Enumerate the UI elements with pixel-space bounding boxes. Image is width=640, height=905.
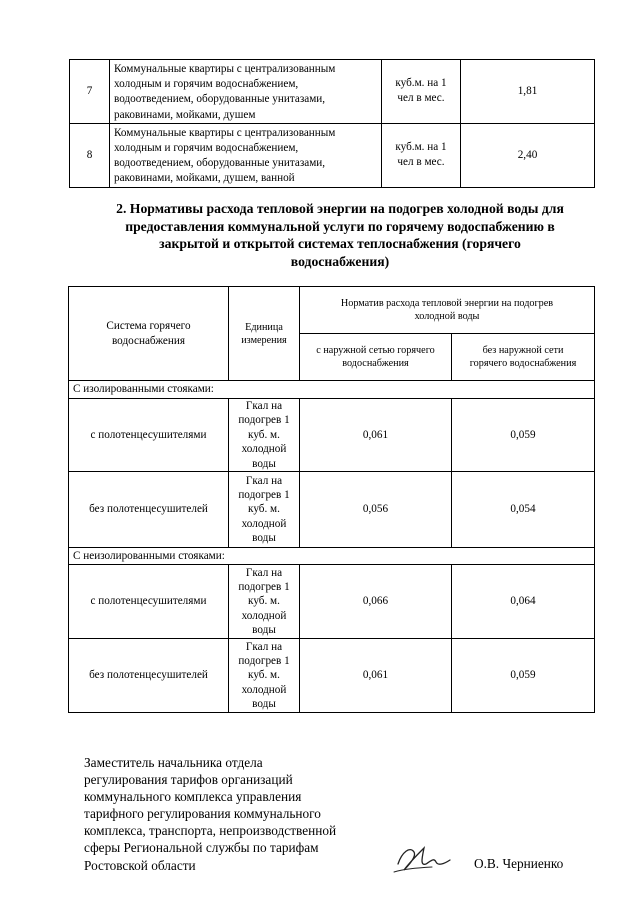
row-unit: куб.м. на 1 чел в мес. bbox=[382, 123, 461, 187]
tariff-table-continued bbox=[69, 59, 595, 188]
row-description: Коммунальные квартиры с централизованным холодным и горячим водоснабжением, водоотведением, оборудованные унитазами, раковинами, мойками, душем bbox=[110, 60, 382, 124]
heat-energy-norms-table bbox=[68, 286, 595, 713]
table-row bbox=[69, 399, 595, 472]
group-row bbox=[69, 548, 595, 565]
value-with-net: 0,056 bbox=[300, 472, 452, 548]
section-heading: 2. Нормативы расхода тепловой энергии на подогрев холодной воды для предоставления коммунальной услуги по горячему водоспабжению в закрытой и открытой системах теплоснабжения (горячего водоснабжения) bbox=[116, 201, 564, 269]
table-row bbox=[69, 565, 595, 639]
header-unit: Единица измерения bbox=[229, 287, 300, 381]
row-unit: Гкал на подогрев 1 куб. м. холодной воды bbox=[229, 399, 300, 472]
signatory-name: О.В. Черниенко bbox=[474, 856, 564, 871]
row-number: 7 bbox=[70, 60, 110, 124]
value-without-net: 0,059 bbox=[452, 639, 595, 713]
table-row bbox=[69, 472, 595, 548]
signatory-position: Заместитель начальника отдела регулирования тарифов организаций коммунального комплекса управления тарифного регулирования коммунального комплекса, транспорта, непроизводственной сферы Региональной службы по тарифам Ростовской области bbox=[84, 755, 337, 873]
value-without-net: 0,064 bbox=[452, 565, 595, 639]
handwritten-signature bbox=[392, 838, 452, 876]
row-unit: Гкал на подогрев 1 куб. м. холодной воды bbox=[229, 639, 300, 713]
row-value: 1,81 bbox=[461, 60, 595, 124]
group-title: С неизолированными стояками: bbox=[69, 548, 595, 565]
row-description: Коммунальные квартиры с централизованным холодным и горячим водоснабжением, водоотведением, оборудованные унитазами, раковинами, мойками, душем, ванной bbox=[110, 123, 382, 187]
header-without-net: без наружной сети горячего водоснабжения bbox=[452, 334, 595, 381]
row-label: с полотенцесушителями bbox=[69, 399, 229, 472]
header-norm: Норматив расхода тепловой энергии на подогрев холодной воды bbox=[300, 287, 595, 334]
value-with-net: 0,061 bbox=[300, 399, 452, 472]
table-header-row bbox=[69, 287, 595, 334]
row-label: без полотенцесушителей bbox=[69, 472, 229, 548]
table-row bbox=[70, 123, 595, 187]
value-with-net: 0,066 bbox=[300, 565, 452, 639]
row-number: 8 bbox=[70, 123, 110, 187]
row-value: 2,40 bbox=[461, 123, 595, 187]
row-label: с полотенцесушителями bbox=[69, 565, 229, 639]
table-row bbox=[69, 639, 595, 713]
row-unit: Гкал на подогрев 1 куб. м. холодной воды bbox=[229, 472, 300, 548]
value-with-net: 0,061 bbox=[300, 639, 452, 713]
row-unit: куб.м. на 1 чел в мес. bbox=[382, 60, 461, 124]
row-unit: Гкал на подогрев 1 куб. м. холодной воды bbox=[229, 565, 300, 639]
table-row bbox=[70, 60, 595, 124]
group-title: С изолированными стояками: bbox=[69, 381, 595, 399]
group-row bbox=[69, 381, 595, 399]
value-without-net: 0,054 bbox=[452, 472, 595, 548]
value-without-net: 0,059 bbox=[452, 399, 595, 472]
header-system: Система горячего водоснабжения bbox=[69, 287, 229, 381]
header-with-net: с наружной сетью горячего водоснабжения bbox=[300, 334, 452, 381]
row-label: без полотенцесушителей bbox=[69, 639, 229, 713]
